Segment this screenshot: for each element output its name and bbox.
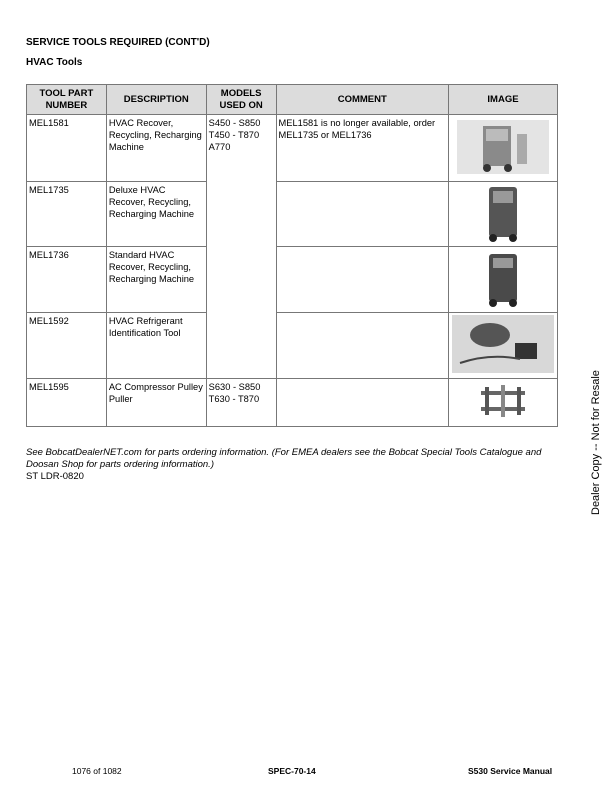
comment — [276, 247, 448, 313]
description: HVAC Recover, Recycling, Recharging Machine — [106, 115, 206, 182]
part-number: MEL1595 — [27, 379, 107, 427]
section-code: SPEC-70-14 — [268, 766, 316, 776]
part-number: MEL1581 — [27, 115, 107, 182]
identifier-tool-image — [448, 313, 557, 379]
description: Deluxe HVAC Recover, Recycling, Recharging Machine — [106, 182, 206, 247]
document-code: ST LDR-0820 — [26, 471, 84, 482]
table-row — [27, 247, 558, 313]
comment: MEL1581 is no longer available, order MEL1735 or MEL1736 — [276, 115, 448, 182]
watermark-side-text: Dealer Copy -- Not for Resale — [590, 370, 602, 515]
part-number: MEL1735 — [27, 182, 107, 247]
page-number: 1076 of 1082 — [72, 766, 122, 776]
models: S630 - S850 T630 - T870 — [206, 379, 276, 427]
description: HVAC Refrigerant Identification Tool — [106, 313, 206, 379]
description: AC Compressor Pulley Puller — [106, 379, 206, 427]
col-header: TOOL PART NUMBER — [27, 85, 107, 115]
manual-title: S530 Service Manual — [468, 766, 553, 776]
col-header: MODELS USED ON — [206, 85, 276, 115]
comment — [276, 182, 448, 247]
part-number: MEL1736 — [27, 247, 107, 313]
subsection-heading: HVAC Tools — [26, 57, 83, 68]
tools-table — [26, 84, 558, 427]
description: Standard HVAC Recover, Recycling, Recharging Machine — [106, 247, 206, 313]
part-number: MEL1592 — [27, 313, 107, 379]
col-header: IMAGE — [448, 85, 557, 115]
recovery-machine-image — [448, 115, 557, 182]
comment — [276, 379, 448, 427]
table-row — [27, 313, 558, 379]
table-row — [27, 379, 558, 427]
table-header — [27, 85, 558, 115]
deluxe-machine-image — [448, 182, 557, 247]
col-header: COMMENT — [276, 85, 448, 115]
comment — [276, 313, 448, 379]
section-heading: SERVICE TOOLS REQUIRED (CONT'D) — [26, 37, 210, 48]
col-header: DESCRIPTION — [106, 85, 206, 115]
pulley-puller-image — [448, 379, 557, 427]
standard-machine-image — [448, 247, 557, 313]
models: S450 - S850 T450 - T870 A770 — [206, 115, 276, 379]
table-row — [27, 182, 558, 247]
ordering-note: See BobcatDealerNET.com for parts ordering information. (For EMEA dealers see the Bobcat Special Tools Catalogue and Doosan Shop for parts ordering information.) — [26, 447, 542, 470]
table-row — [27, 115, 558, 182]
